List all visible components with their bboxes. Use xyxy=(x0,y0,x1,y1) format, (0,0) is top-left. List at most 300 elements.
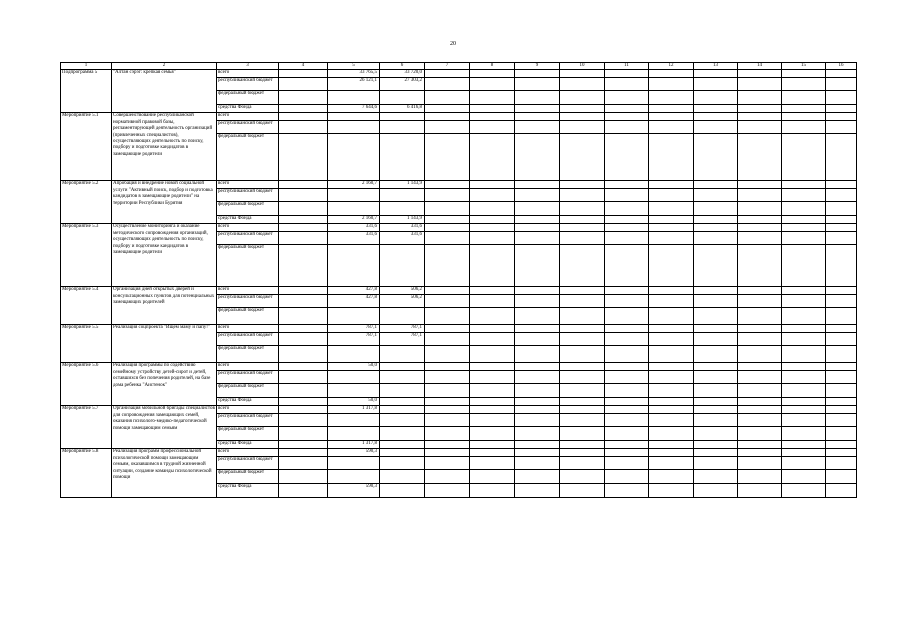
cell-empty xyxy=(605,113,649,121)
cell-empty xyxy=(782,398,826,406)
value-col-6: 787,1 xyxy=(380,325,425,333)
cell-empty xyxy=(738,484,782,498)
cell-empty xyxy=(470,398,515,406)
cell-empty xyxy=(515,384,560,398)
cell-empty xyxy=(470,406,515,414)
item-code: Подпрограмма 5 xyxy=(61,70,112,113)
cell-empty xyxy=(782,70,826,78)
cell-empty xyxy=(782,484,826,498)
cell-empty xyxy=(470,224,515,232)
cell-empty xyxy=(470,427,515,441)
cell-empty xyxy=(279,457,328,470)
cell-empty xyxy=(470,295,515,308)
cell-empty xyxy=(826,384,857,398)
value-col-6 xyxy=(380,406,425,414)
col-header: 2 xyxy=(112,63,217,70)
table-row xyxy=(61,363,857,371)
cell-empty xyxy=(782,346,826,363)
item-name: Совершенствование республиканской нормативной правовой базы, регламентирующей деятельность организаций (привлеченных специалистов), осуществляющих деятельность по поиску, подбору и подготовке кандидатов в замещающие родители xyxy=(112,113,217,181)
cell-empty xyxy=(649,470,694,484)
cell-empty xyxy=(425,113,470,121)
value-col-6 xyxy=(380,484,425,498)
table-row xyxy=(61,406,857,414)
value-col-5 xyxy=(328,189,380,202)
cell-empty xyxy=(605,232,649,245)
cell-empty xyxy=(738,121,782,134)
cell-empty xyxy=(605,287,649,295)
cell-empty xyxy=(649,216,694,224)
cell-empty xyxy=(694,70,738,78)
cell-empty xyxy=(694,441,738,449)
cell-empty xyxy=(425,470,470,484)
cell-empty xyxy=(738,325,782,333)
col-header: 9 xyxy=(515,63,560,70)
cell-empty xyxy=(826,232,857,245)
item-code: Мероприятие 5.3 xyxy=(61,224,112,287)
cell-empty xyxy=(782,134,826,181)
cell-empty xyxy=(782,406,826,414)
value-col-6 xyxy=(380,202,425,216)
cell-empty xyxy=(782,449,826,457)
cell-empty xyxy=(826,398,857,406)
cell-empty xyxy=(826,484,857,498)
funding-source: республиканский бюджет xyxy=(217,78,279,91)
cell-empty xyxy=(279,363,328,371)
cell-empty xyxy=(649,457,694,470)
cell-empty xyxy=(649,202,694,216)
funding-source: республиканский бюджет xyxy=(217,457,279,470)
cell-empty xyxy=(279,406,328,414)
cell-empty xyxy=(515,406,560,414)
cell-empty xyxy=(560,121,605,134)
item-name: "Алтан сэрэг: крепкая семья" xyxy=(112,70,217,113)
cell-empty xyxy=(605,91,649,105)
cell-empty xyxy=(560,457,605,470)
cell-empty xyxy=(738,308,782,325)
col-header: 10 xyxy=(560,63,605,70)
cell-empty xyxy=(694,134,738,181)
cell-empty xyxy=(694,333,738,346)
page-number: 20 xyxy=(450,41,456,47)
cell-empty xyxy=(425,363,470,371)
cell-empty xyxy=(515,484,560,498)
cell-empty xyxy=(515,363,560,371)
item-name: Реализация программы по содействию семейному устройству детей-сирот и детей, оставшихся без попечения родителей, на базе дома ребенка "Аистенок" xyxy=(112,363,217,406)
funding-source: всего xyxy=(217,406,279,414)
cell-empty xyxy=(826,224,857,232)
cell-empty xyxy=(470,363,515,371)
cell-empty xyxy=(425,484,470,498)
cell-empty xyxy=(649,384,694,398)
cell-empty xyxy=(470,91,515,105)
cell-empty xyxy=(782,414,826,427)
funding-source: республиканский бюджет xyxy=(217,232,279,245)
cell-empty xyxy=(738,78,782,91)
cell-empty xyxy=(560,470,605,484)
cell-empty xyxy=(694,245,738,287)
value-col-6 xyxy=(380,134,425,181)
cell-empty xyxy=(694,232,738,245)
value-col-6: 331,6 xyxy=(380,224,425,232)
item-code: Мероприятие 5.7 xyxy=(61,406,112,449)
cell-empty xyxy=(694,470,738,484)
cell-empty xyxy=(649,333,694,346)
cell-empty xyxy=(515,70,560,78)
cell-empty xyxy=(560,113,605,121)
funding-source: средства Фонда xyxy=(217,398,279,406)
item-name: Организация мобильной бригады специалистов для сопровождения замещающих семей, оказания психолого-медико-педагогической помощи замещающим семьям xyxy=(112,406,217,449)
cell-empty xyxy=(738,113,782,121)
cell-empty xyxy=(560,333,605,346)
cell-empty xyxy=(515,202,560,216)
cell-empty xyxy=(560,105,605,113)
cell-empty xyxy=(605,308,649,325)
cell-empty xyxy=(826,427,857,441)
cell-empty xyxy=(694,308,738,325)
value-col-5 xyxy=(328,245,380,287)
cell-empty xyxy=(470,105,515,113)
cell-empty xyxy=(649,363,694,371)
cell-empty xyxy=(649,484,694,498)
cell-empty xyxy=(738,105,782,113)
cell-empty xyxy=(605,70,649,78)
funding-source: средства Фонда xyxy=(217,484,279,498)
cell-empty xyxy=(515,181,560,189)
value-col-6: 33 720,0 xyxy=(380,70,425,78)
cell-empty xyxy=(279,134,328,181)
cell-empty xyxy=(515,105,560,113)
funding-source: республиканский бюджет xyxy=(217,295,279,308)
cell-empty xyxy=(515,333,560,346)
cell-empty xyxy=(605,189,649,202)
col-header: 5 xyxy=(328,63,380,70)
cell-empty xyxy=(515,441,560,449)
cell-empty xyxy=(782,384,826,398)
cell-empty xyxy=(515,224,560,232)
value-col-6: 787,1 xyxy=(380,333,425,346)
cell-empty xyxy=(470,70,515,78)
cell-empty xyxy=(470,449,515,457)
cell-empty xyxy=(425,134,470,181)
value-col-5: 331,6 xyxy=(328,224,380,232)
cell-empty xyxy=(560,70,605,78)
cell-empty xyxy=(738,202,782,216)
item-name: Реализация программ профессиональной психологической помощи замещающим семьям, оказавшимся в трудной жизненной ситуации, создание команды психологической помощи xyxy=(112,449,217,498)
col-header: 1 xyxy=(61,63,112,70)
cell-empty xyxy=(738,232,782,245)
funding-source: федеральный бюджет xyxy=(217,134,279,181)
value-col-6 xyxy=(380,121,425,134)
cell-empty xyxy=(425,308,470,325)
cell-empty xyxy=(649,232,694,245)
value-col-5: 787,1 xyxy=(328,325,380,333)
cell-empty xyxy=(694,427,738,441)
cell-empty xyxy=(605,457,649,470)
cell-empty xyxy=(826,245,857,287)
cell-empty xyxy=(738,245,782,287)
cell-empty xyxy=(605,295,649,308)
cell-empty xyxy=(782,78,826,91)
cell-empty xyxy=(694,113,738,121)
funding-source: средства Фонда xyxy=(217,216,279,224)
cell-empty xyxy=(605,484,649,498)
cell-empty xyxy=(826,346,857,363)
cell-empty xyxy=(826,134,857,181)
cell-empty xyxy=(738,216,782,224)
cell-empty xyxy=(279,414,328,427)
cell-empty xyxy=(782,121,826,134)
cell-empty xyxy=(738,70,782,78)
cell-empty xyxy=(782,457,826,470)
cell-empty xyxy=(738,134,782,181)
table-row xyxy=(61,181,857,189)
value-col-5: 50,0 xyxy=(328,363,380,371)
cell-empty xyxy=(560,202,605,216)
cell-empty xyxy=(694,224,738,232)
cell-empty xyxy=(425,105,470,113)
col-header: 12 xyxy=(649,63,694,70)
value-col-6: 506,2 xyxy=(380,287,425,295)
cell-empty xyxy=(649,113,694,121)
cell-empty xyxy=(605,181,649,189)
value-col-5: 331,6 xyxy=(328,232,380,245)
cell-empty xyxy=(605,441,649,449)
cell-empty xyxy=(738,333,782,346)
value-col-5: 33 765,5 xyxy=(328,70,380,78)
cell-empty xyxy=(425,181,470,189)
cell-empty xyxy=(470,245,515,287)
cell-empty xyxy=(560,181,605,189)
cell-empty xyxy=(649,105,694,113)
cell-empty xyxy=(515,346,560,363)
cell-empty xyxy=(826,202,857,216)
cell-empty xyxy=(605,427,649,441)
cell-empty xyxy=(515,325,560,333)
cell-empty xyxy=(605,202,649,216)
funding-source: всего xyxy=(217,325,279,333)
table-row xyxy=(61,70,857,78)
cell-empty xyxy=(738,295,782,308)
cell-empty xyxy=(605,224,649,232)
value-col-5 xyxy=(328,470,380,484)
cell-empty xyxy=(425,457,470,470)
cell-empty xyxy=(694,363,738,371)
cell-empty xyxy=(782,189,826,202)
budget-table xyxy=(60,62,857,498)
cell-empty xyxy=(738,457,782,470)
cell-empty xyxy=(560,91,605,105)
cell-empty xyxy=(738,371,782,384)
cell-empty xyxy=(470,121,515,134)
cell-empty xyxy=(738,449,782,457)
col-header: 7 xyxy=(425,63,470,70)
value-col-5: 2 160,7 xyxy=(328,181,380,189)
cell-empty xyxy=(605,470,649,484)
cell-empty xyxy=(826,295,857,308)
cell-empty xyxy=(470,189,515,202)
value-col-5: 50,0 xyxy=(328,398,380,406)
cell-empty xyxy=(279,398,328,406)
cell-empty xyxy=(279,484,328,498)
funding-source: средства Фонда xyxy=(217,441,279,449)
value-col-6 xyxy=(380,363,425,371)
cell-empty xyxy=(694,449,738,457)
cell-empty xyxy=(425,333,470,346)
cell-empty xyxy=(738,406,782,414)
cell-empty xyxy=(782,181,826,189)
cell-empty xyxy=(279,189,328,202)
cell-empty xyxy=(425,406,470,414)
cell-empty xyxy=(605,371,649,384)
table-row xyxy=(61,224,857,232)
funding-source: всего xyxy=(217,224,279,232)
table-row xyxy=(61,113,857,121)
cell-empty xyxy=(425,202,470,216)
value-col-6 xyxy=(380,113,425,121)
col-header: 4 xyxy=(279,63,328,70)
cell-empty xyxy=(649,406,694,414)
cell-empty xyxy=(425,384,470,398)
cell-empty xyxy=(425,295,470,308)
cell-empty xyxy=(560,384,605,398)
value-col-6: 6 416,8 xyxy=(380,105,425,113)
cell-empty xyxy=(560,78,605,91)
cell-empty xyxy=(826,216,857,224)
table-body xyxy=(61,70,857,498)
cell-empty xyxy=(470,287,515,295)
funding-source: республиканский бюджет xyxy=(217,189,279,202)
cell-empty xyxy=(826,308,857,325)
cell-empty xyxy=(279,308,328,325)
cell-empty xyxy=(738,427,782,441)
cell-empty xyxy=(649,134,694,181)
cell-empty xyxy=(560,406,605,414)
cell-empty xyxy=(782,216,826,224)
cell-empty xyxy=(826,189,857,202)
cell-empty xyxy=(694,398,738,406)
value-col-5: 427,8 xyxy=(328,287,380,295)
item-code: Мероприятие 5.2 xyxy=(61,181,112,224)
value-col-6: 1 143,9 xyxy=(380,181,425,189)
cell-empty xyxy=(605,346,649,363)
cell-empty xyxy=(470,216,515,224)
cell-empty xyxy=(470,202,515,216)
cell-empty xyxy=(560,245,605,287)
cell-empty xyxy=(694,414,738,427)
cell-empty xyxy=(515,398,560,406)
cell-empty xyxy=(649,287,694,295)
cell-empty xyxy=(782,91,826,105)
item-code: Мероприятие 5.1 xyxy=(61,113,112,181)
funding-source: федеральный бюджет xyxy=(217,308,279,325)
cell-empty xyxy=(694,78,738,91)
cell-empty xyxy=(515,308,560,325)
value-col-5 xyxy=(328,346,380,363)
cell-empty xyxy=(515,449,560,457)
cell-empty xyxy=(279,245,328,287)
cell-empty xyxy=(694,181,738,189)
value-col-6 xyxy=(380,384,425,398)
value-col-5 xyxy=(328,308,380,325)
col-header: 16 xyxy=(826,63,857,70)
cell-empty xyxy=(694,295,738,308)
value-col-6: 331,6 xyxy=(380,232,425,245)
cell-empty xyxy=(694,189,738,202)
cell-empty xyxy=(279,470,328,484)
value-col-6 xyxy=(380,91,425,105)
value-col-6 xyxy=(380,189,425,202)
cell-empty xyxy=(826,470,857,484)
cell-empty xyxy=(605,78,649,91)
item-code: Мероприятие 5.6 xyxy=(61,363,112,406)
col-header: 11 xyxy=(605,63,649,70)
cell-empty xyxy=(649,245,694,287)
cell-empty xyxy=(425,232,470,245)
cell-empty xyxy=(738,398,782,406)
cell-empty xyxy=(738,224,782,232)
cell-empty xyxy=(560,216,605,224)
item-name: Организация дней открытых дверей и консультационных пунктов для потенциальных замещающих родителей xyxy=(112,287,217,325)
cell-empty xyxy=(649,308,694,325)
value-col-6 xyxy=(380,470,425,484)
cell-empty xyxy=(649,70,694,78)
cell-empty xyxy=(694,384,738,398)
cell-empty xyxy=(782,295,826,308)
cell-empty xyxy=(694,406,738,414)
cell-empty xyxy=(605,449,649,457)
cell-empty xyxy=(560,134,605,181)
cell-empty xyxy=(425,91,470,105)
cell-empty xyxy=(279,441,328,449)
value-col-6 xyxy=(380,398,425,406)
cell-empty xyxy=(425,78,470,91)
funding-source: всего xyxy=(217,113,279,121)
value-col-5: 1 317,8 xyxy=(328,441,380,449)
funding-source: федеральный бюджет xyxy=(217,202,279,216)
cell-empty xyxy=(560,232,605,245)
value-col-5 xyxy=(328,202,380,216)
cell-empty xyxy=(738,363,782,371)
funding-source: федеральный бюджет xyxy=(217,245,279,287)
cell-empty xyxy=(425,371,470,384)
cell-empty xyxy=(826,287,857,295)
item-name: Апробация и внедрение новой социальной услуги "Активный поиск, подбор и подготовка кандидатов в замещающие родители" на территории Республики Бурятия xyxy=(112,181,217,224)
cell-empty xyxy=(560,346,605,363)
cell-empty xyxy=(782,325,826,333)
cell-empty xyxy=(560,325,605,333)
cell-empty xyxy=(470,181,515,189)
value-col-5 xyxy=(328,113,380,121)
cell-empty xyxy=(826,414,857,427)
cell-empty xyxy=(649,189,694,202)
cell-empty xyxy=(826,363,857,371)
cell-empty xyxy=(694,484,738,498)
value-col-6 xyxy=(380,245,425,287)
cell-empty xyxy=(515,91,560,105)
cell-empty xyxy=(605,134,649,181)
cell-empty xyxy=(515,414,560,427)
cell-empty xyxy=(782,470,826,484)
cell-empty xyxy=(279,121,328,134)
value-col-6: 506,2 xyxy=(380,295,425,308)
item-name: Осуществление мониторинга и оказание методического сопровождения организаций, осуществляющих деятельность по поиску, подбору и подготовке кандидатов в замещающие родители xyxy=(112,224,217,287)
cell-empty xyxy=(738,384,782,398)
cell-empty xyxy=(470,484,515,498)
cell-empty xyxy=(560,414,605,427)
cell-empty xyxy=(605,414,649,427)
cell-empty xyxy=(649,78,694,91)
cell-empty xyxy=(694,371,738,384)
